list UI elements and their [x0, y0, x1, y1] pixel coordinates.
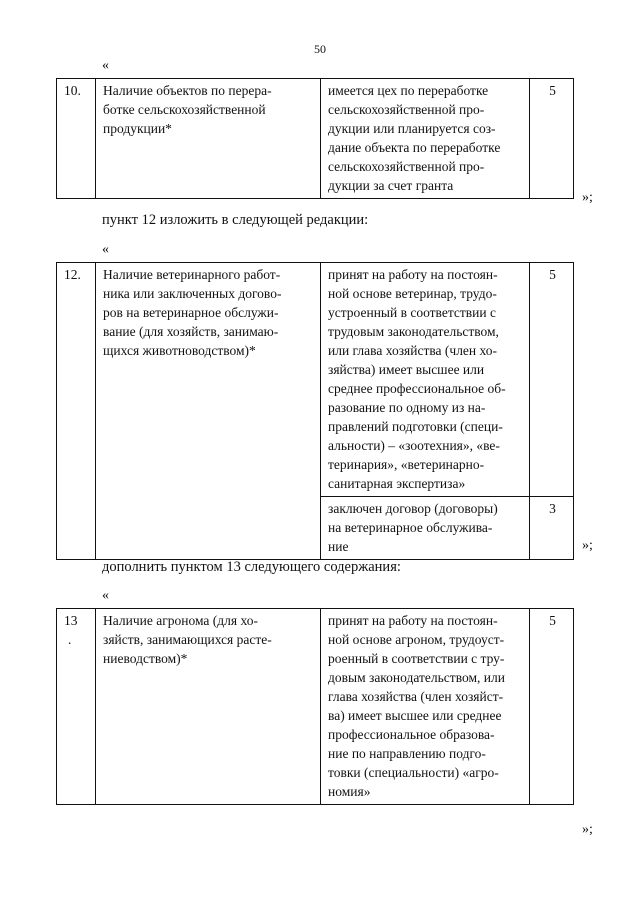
item-number-suffix: . [68, 632, 72, 647]
opening-quote: « [102, 588, 109, 603]
criterion-line: ботке сельскохозяйственной [103, 102, 266, 117]
condition-line: имеется цех по переработке [328, 83, 489, 98]
criteria-table [56, 608, 574, 805]
condition-line: принят на работу на постоян- [328, 267, 498, 282]
condition-cell [321, 79, 530, 199]
item-number: 12. [57, 263, 96, 560]
closing-quote: »; [582, 190, 593, 205]
criterion-line: Наличие ветеринарного работ- [103, 267, 281, 282]
condition-line: разование по одному из на- [328, 400, 486, 415]
closing-quote: »; [582, 822, 593, 837]
condition-line: дание объекта по переработке [328, 140, 501, 155]
item-number: 13 [64, 613, 78, 628]
closing-quote: »; [582, 538, 593, 553]
instruction-paragraph: пункт 12 изложить в следующей редакции: [102, 212, 369, 228]
score-cell: 5 [530, 263, 574, 497]
opening-quote: « [102, 58, 109, 73]
condition-line: профессиональное образова- [328, 727, 495, 742]
condition-line: санитарная экспертиза» [328, 476, 466, 491]
condition-line: ние [328, 539, 349, 554]
condition-line: зяйства) имеет высшее или [328, 362, 485, 377]
score-cell: 5 [530, 609, 574, 805]
criterion-line: ника или заключенных догово- [103, 286, 282, 301]
condition-line: трудовым законодательством, [328, 324, 499, 339]
condition-line: правлений подготовки (специ- [328, 419, 503, 434]
condition-line: на ветеринарное обслужива- [328, 520, 493, 535]
criterion-cell [96, 263, 321, 560]
criterion-line: вание (для хозяйств, занимаю- [103, 324, 279, 339]
condition-line: роенный в соответствии с тру- [328, 651, 505, 666]
condition-line: устроенный в соответствии с [328, 305, 496, 320]
condition-line: теринария», «ветеринарно- [328, 457, 485, 472]
criteria-table [56, 78, 574, 199]
condition-line: довым законодательством, или [328, 670, 505, 685]
condition-line: заключен договор (договоры) [328, 501, 498, 516]
condition-line: альности) – «зоотехния», «ве- [328, 438, 500, 453]
item-number-cell [57, 609, 96, 805]
table-row [57, 609, 574, 805]
condition-line: принят на работу на постоян- [328, 613, 498, 628]
criterion-cell [96, 79, 321, 199]
condition-line: сельскохозяйственной про- [328, 102, 485, 117]
condition-line: ние по направлению подго- [328, 746, 486, 761]
criterion-line: ров на ветеринарное обслужи- [103, 305, 279, 320]
condition-line: ва) имеет высшее или среднее [328, 708, 502, 723]
criterion-line: зяйств, занимающихся расте- [103, 632, 272, 647]
condition-line: дукции за счет гранта [328, 178, 454, 193]
score-cell: 5 [530, 79, 574, 199]
instruction-paragraph: дополнить пунктом 13 следующего содержания: [102, 559, 401, 575]
condition-line: глава хозяйства (член хозяйст- [328, 689, 504, 704]
condition-line: сельскохозяйственной про- [328, 159, 485, 174]
condition-line: или глава хозяйства (член хо- [328, 343, 498, 358]
condition-cell [321, 497, 530, 560]
score-cell: 3 [530, 497, 574, 560]
condition-line: дукции или планируется соз- [328, 121, 496, 136]
table-row [57, 263, 574, 497]
criterion-line: Наличие объектов по перера- [103, 83, 272, 98]
opening-quote: « [102, 242, 109, 257]
criteria-table [56, 262, 574, 560]
criterion-cell [96, 609, 321, 805]
condition-line: среднее профессиональное об- [328, 381, 506, 396]
item-number: 10. [57, 79, 96, 199]
condition-cell [321, 263, 530, 497]
criterion-line: ниеводством)* [103, 651, 188, 666]
condition-cell [321, 609, 530, 805]
criterion-line: продукции* [103, 121, 172, 136]
condition-line: ной основе ветеринар, трудо- [328, 286, 497, 301]
condition-line: товки (специальности) «агро- [328, 765, 499, 780]
condition-line: ной основе агроном, трудоуст- [328, 632, 505, 647]
table-row [57, 79, 574, 199]
criterion-line: щихся животноводством)* [103, 343, 256, 358]
page-number: 50 [314, 42, 326, 56]
condition-line: номия» [328, 784, 371, 799]
criterion-line: Наличие агронома (для хо- [103, 613, 258, 628]
